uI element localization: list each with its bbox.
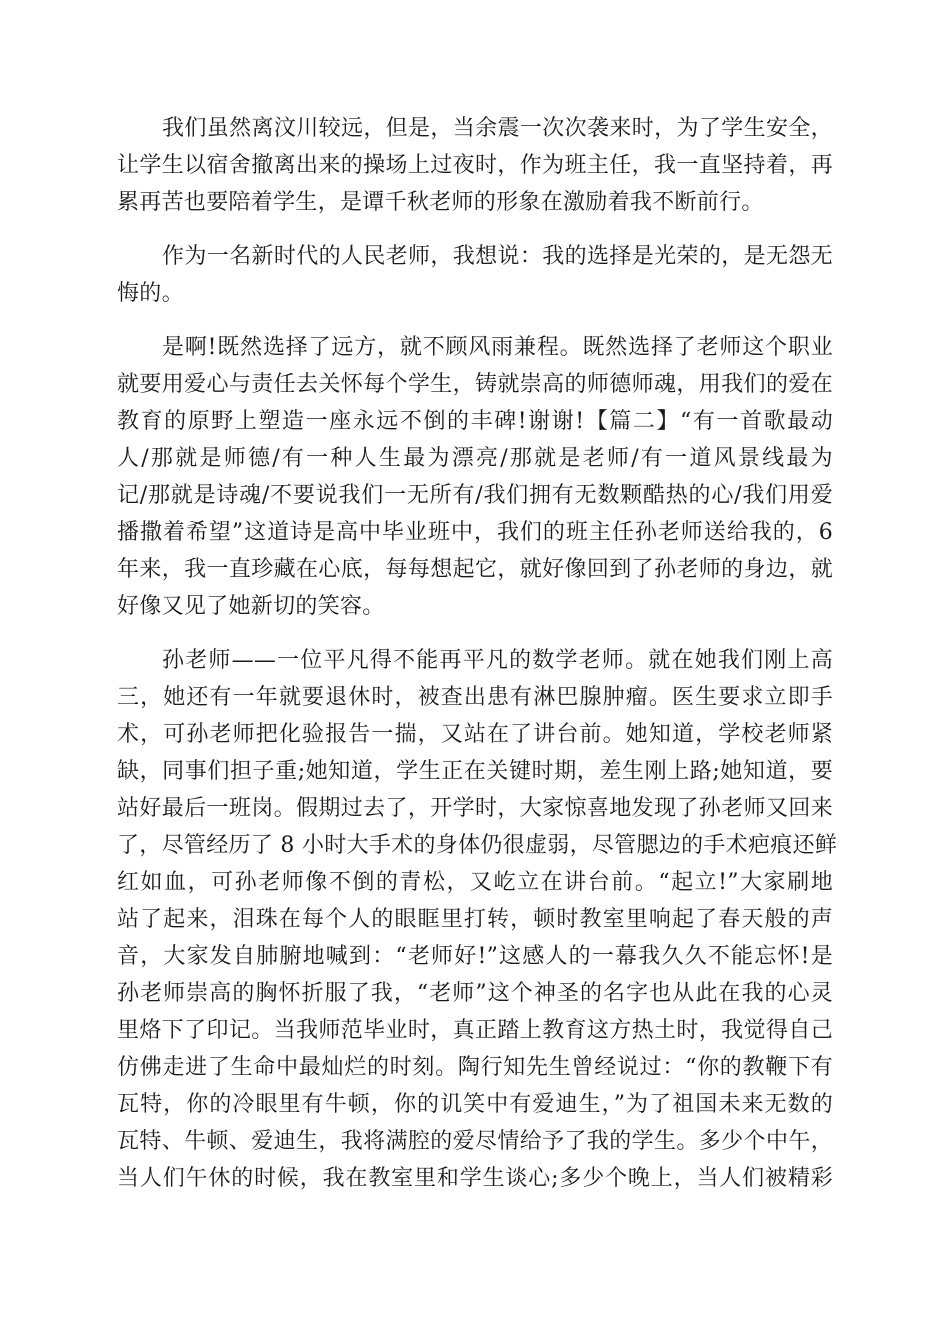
text-line: 术，可孙老师把化验报告一揣，又站在了讲台前。她知道，学校老师紧 bbox=[117, 722, 833, 747]
text-line: 人/那就是师德/有一种人生最为漂亮/那就是老师/有一道风景线最为 bbox=[117, 446, 833, 471]
text-line: 记/那就是诗魂/不要说我们一无所有/我们拥有无数颗酷热的心/我们用爱 bbox=[117, 483, 833, 508]
text-line: 瓦特，你的冷眼里有牛顿，你的讥笑中有爱迪生，”为了祖国未来无数的 bbox=[117, 1092, 833, 1117]
text-line: 就要用爱心与责任去关怀每个学生，铸就崇高的师德师魂，用我们的爱在 bbox=[117, 372, 833, 397]
text-line: 作为一名新时代的人民老师，我想说：我的选择是光荣的，是无怨无 bbox=[162, 244, 833, 269]
text-line: 累再苦也要陪着学生，是谭千秋老师的形象在激励着我不断前行。 bbox=[117, 190, 764, 215]
text-line: 瓦特、牛顿、爱迪生，我将满腔的爱尽情给予了我的学生。多少个中午， bbox=[117, 1129, 833, 1154]
text-line: 悔的。 bbox=[117, 281, 184, 306]
text-line: 孙老师——一位平凡得不能再平凡的数学老师。就在她我们刚上高 bbox=[162, 648, 833, 673]
text-line: 缺，同事们担子重;她知道，学生正在关键时期，差生刚上路;她知道，要 bbox=[117, 759, 833, 784]
text-line: 让学生以宿舍撤离出来的操场上过夜时，作为班主任，我一直坚持着，再 bbox=[117, 153, 833, 178]
text-line: 我们虽然离汶川较远，但是，当余震一次次袭来时，为了学生安全， bbox=[162, 116, 833, 141]
text-line: 站了起来，泪珠在每个人的眼眶里打转，顿时教室里响起了春天般的声 bbox=[117, 907, 833, 932]
text-line: 好像又见了她新切的笑容。 bbox=[117, 594, 385, 619]
text-line: 仿佛走进了生命中最灿烂的时刻。陶行知先生曾经说过：“你的教鞭下有 bbox=[117, 1055, 833, 1080]
text-line: 教育的原野上塑造一座永远不倒的丰碑!谢谢!【篇二】“有一首歌最动 bbox=[117, 409, 833, 434]
text-line: 年来，我一直珍藏在心底，每每想起它，就好像回到了孙老师的身边，就 bbox=[117, 557, 833, 582]
text-line: 当人们午休的时候，我在教室里和学生谈心;多少个晚上，当人们被精彩 bbox=[117, 1166, 833, 1191]
paragraph-2 bbox=[117, 238, 833, 312]
text-line: 是啊!既然选择了远方，就不顾风雨兼程。既然选择了老师这个职业 bbox=[162, 335, 833, 360]
text-line: 里烙下了印记。当我师范毕业时，真正踏上教育这方热土时，我觉得自己 bbox=[117, 1018, 833, 1043]
text-line: 红如血，可孙老师像不倒的青松，又屹立在讲台前。“起立!”大家刷地 bbox=[117, 870, 833, 895]
text-line: 播撒着希望”这道诗是高中毕业班中，我们的班主任孙老师送给我的，6 bbox=[117, 520, 833, 545]
paragraph-3 bbox=[117, 329, 833, 625]
text-line: 了，尽管经历了 8 小时大手术的身体仍很虚弱，尽管腮边的手术疤痕还鲜 bbox=[117, 833, 838, 858]
text-line: 站好最后一班岗。假期过去了，开学时，大家惊喜地发现了孙老师又回来 bbox=[117, 796, 833, 821]
text-line: 孙老师崇高的胸怀折服了我，“老师”这个神圣的名字也从此在我的心灵 bbox=[117, 981, 833, 1006]
document-body bbox=[117, 110, 838, 1214]
paragraph-1 bbox=[117, 110, 833, 221]
text-line: 音，大家发自肺腑地喊到：“老师好!”这感人的一幕我久久不能忘怀!是 bbox=[117, 944, 833, 969]
paragraph-4 bbox=[117, 642, 838, 1197]
text-line: 三，她还有一年就要退休时，被查出患有淋巴腺肿瘤。医生要求立即手 bbox=[117, 685, 833, 710]
